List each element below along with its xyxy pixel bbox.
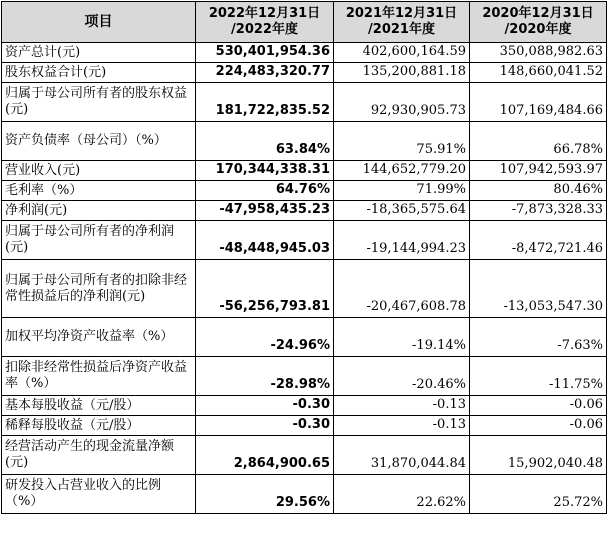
value-cell-2021: 135,200,881.18 [334, 63, 470, 83]
table-row [2, 318, 607, 357]
header-2021-line2: /2021年度 [368, 22, 435, 37]
table-body [2, 43, 607, 514]
value-cell-2022: -24.96% [196, 318, 334, 357]
value-cell-2022: 181,722,835.52 [196, 83, 334, 122]
value-cell-2020: -11.75% [470, 357, 607, 396]
value-cell-2021: 92,930,905.73 [334, 83, 470, 122]
table-row [2, 475, 607, 514]
row-label: 基本每股收益（元/股） [2, 396, 196, 416]
row-label: 扣除非经常性损益后净资产收益率（%） [2, 357, 196, 396]
value-cell-2020: -13,053,547.30 [470, 260, 607, 318]
table-row [2, 436, 607, 475]
financial-indicators-table [1, 1, 607, 514]
row-label: 资产总计(元) [2, 43, 196, 63]
row-label: 归属于母公司所有者的净利润(元) [2, 221, 196, 260]
value-cell-2022: 64.76% [196, 181, 334, 201]
row-label: 稀释每股收益（元/股） [2, 416, 196, 436]
value-cell-2021: -19,144,994.23 [334, 221, 470, 260]
row-label: 营业收入(元) [2, 161, 196, 181]
table-row [2, 83, 607, 122]
value-cell-2020: -7,873,328.33 [470, 201, 607, 221]
header-2021-line1: 2021年12月31日 [345, 6, 458, 21]
value-cell-2020: -0.06 [470, 416, 607, 436]
table-row [2, 43, 607, 63]
table-row [2, 201, 607, 221]
value-cell-2022: 530,401,954.36 [196, 43, 334, 63]
value-cell-2020: 107,942,593.97 [470, 161, 607, 181]
header-2020-line1: 2020年12月31日 [482, 6, 594, 21]
table-row [2, 161, 607, 181]
value-cell-2022: -56,256,793.81 [196, 260, 334, 318]
value-cell-2022: 2,864,900.65 [196, 436, 334, 475]
value-cell-2021: 402,600,164.59 [334, 43, 470, 63]
value-cell-2021: -18,365,575.64 [334, 201, 470, 221]
value-cell-2022: 29.56% [196, 475, 334, 514]
value-cell-2021: 75.91% [334, 122, 470, 161]
row-label: 归属于母公司所有者的扣除非经常性损益后的净利润(元) [2, 260, 196, 318]
header-2022-line1: 2022年12月31日 [208, 6, 321, 21]
header-2020 [470, 2, 607, 43]
value-cell-2021: -20,467,608.78 [334, 260, 470, 318]
value-cell-2022: 63.84% [196, 122, 334, 161]
value-cell-2021: -0.13 [334, 396, 470, 416]
table-row [2, 63, 607, 83]
value-cell-2020: 80.46% [470, 181, 607, 201]
value-cell-2020: -0.06 [470, 396, 607, 416]
value-cell-2021: -0.13 [334, 416, 470, 436]
table-row [2, 260, 607, 318]
value-cell-2021: 31,870,044.84 [334, 436, 470, 475]
value-cell-2020: 148,660,041.52 [470, 63, 607, 83]
header-item: 项目 [2, 2, 196, 43]
value-cell-2021: 144,652,779.20 [334, 161, 470, 181]
value-cell-2020: 25.72% [470, 475, 607, 514]
value-cell-2020: 15,902,040.48 [470, 436, 607, 475]
value-cell-2022: -0.30 [196, 416, 334, 436]
row-label: 资产负债率（母公司）（%） [2, 122, 196, 161]
value-cell-2020: 350,088,982.63 [470, 43, 607, 63]
value-cell-2020: 107,169,484.66 [470, 83, 607, 122]
header-2021 [334, 2, 470, 43]
table-row [2, 181, 607, 201]
table-row [2, 357, 607, 396]
value-cell-2021: -19.14% [334, 318, 470, 357]
value-cell-2022: 170,344,338.31 [196, 161, 334, 181]
value-cell-2020: 66.78% [470, 122, 607, 161]
header-2022 [196, 2, 334, 43]
row-label: 毛利率（%） [2, 181, 196, 201]
header-2020-line2: /2020年度 [504, 22, 572, 37]
value-cell-2022: -28.98% [196, 357, 334, 396]
row-label: 股东权益合计(元) [2, 63, 196, 83]
row-label: 研发投入占营业收入的比例（%） [2, 475, 196, 514]
value-cell-2022: -47,958,435.23 [196, 201, 334, 221]
value-cell-2022: -0.30 [196, 396, 334, 416]
header-2022-line2: /2022年度 [231, 22, 298, 37]
header-row [2, 2, 607, 43]
value-cell-2020: -7.63% [470, 318, 607, 357]
row-label: 加权平均净资产收益率（%） [2, 318, 196, 357]
row-label: 经营活动产生的现金流量净额(元) [2, 436, 196, 475]
value-cell-2021: 71.99% [334, 181, 470, 201]
table-row [2, 122, 607, 161]
table-row [2, 416, 607, 436]
value-cell-2022: -48,448,945.03 [196, 221, 334, 260]
row-label: 归属于母公司所有者的股东权益(元) [2, 83, 196, 122]
value-cell-2020: -8,472,721.46 [470, 221, 607, 260]
value-cell-2022: 224,483,320.77 [196, 63, 334, 83]
row-label: 净利润(元) [2, 201, 196, 221]
value-cell-2021: 22.62% [334, 475, 470, 514]
table-row [2, 396, 607, 416]
table-row [2, 221, 607, 260]
value-cell-2021: -20.46% [334, 357, 470, 396]
